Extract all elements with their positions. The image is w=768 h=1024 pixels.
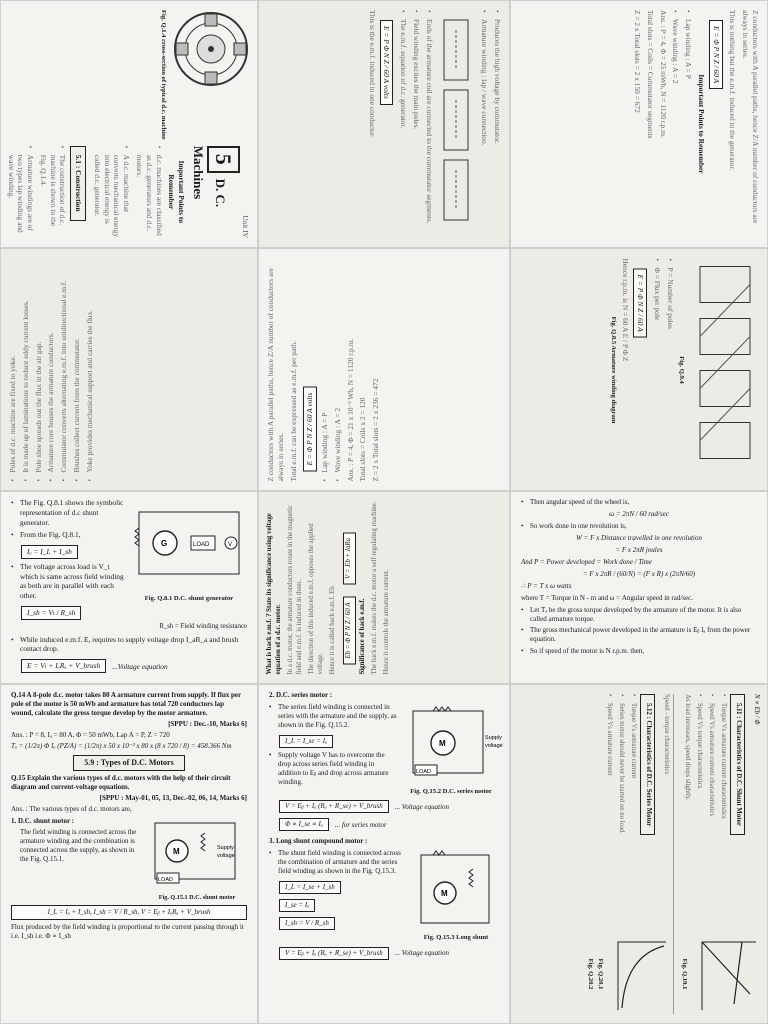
text-line: Z conductors with A parallel paths, hence Z/A number of conductors are always in series. [741,10,760,224]
voltage-equation: E = Vₜ + IₐRₐ + V_brush [21,659,106,673]
winding-diagram [436,10,476,230]
text-line: • The e.m.f. equation of d.c. generator. [398,10,408,238]
text-line: • Lap winding : A = P [320,258,330,481]
chapter-number: 5 [207,146,240,173]
text-line: Hence r.p.m. is N = 60 A E / P Φ Z [621,258,631,361]
svg-text:LOAD: LOAD [158,876,173,883]
motor-voltage-equation: V = Eb + IaRa [343,532,356,585]
page-construction-points [0,248,258,491]
emf-equation: E = P Φ N Z / 60 A [633,268,647,337]
svg-text:LOAD: LOAD [193,542,210,548]
text-line: Speed - torque characteristics [663,694,671,775]
text-line: Total slots = Coils = Commutator segments [645,10,655,139]
text-line: • Φ = Flux per pole [652,258,662,481]
fig-caption: Fig. Q.19.1 [681,958,689,990]
text-line: Ans. : P = 4, Φ = 25 mWb, N = 1120 r.p.m. [658,10,668,138]
page-emf-equation [258,0,510,248]
equation-line: = F x 2πR / (60/N) = (F x R) x (2πN/60) [582,569,696,578]
significance-heading: Significance of back e.m.f. [358,598,366,674]
text-line: • Series motor should never be started on no load. [616,694,625,928]
text-line: As load increases, speed drops slightly. [684,694,692,801]
text-line: • Ends of the armature coil are connected to the commutator segments. [424,10,434,238]
svg-text:G: G [161,539,168,548]
bullet-text: • The series field winding is connected in series with the armature and the supply, as shown in the Fig. Q.15.2. [269,703,397,730]
svg-text:voltage: voltage [217,852,235,859]
question-15: Q.15 Explain the various types of d.c. motors with the help of their circuit diagram and current-voltage equations. [11,773,231,791]
bullet-text: • The shunt field winding is connected across the combination of armature and the series field winding as shown in the Fig. Q.15.3. [269,849,407,876]
important-points-heading: Important Points to Remember [167,160,187,224]
text-line: Total slots = Coils x 2 = 120 [358,397,368,481]
text-line: • Speed Vs armature current [604,694,613,928]
fig-caption: Fig. Q.9.4 [678,355,686,384]
bullet-text: • The Fig. Q.8.1 shows the symbolic representation of d.c shunt generator. [11,498,125,527]
shunt-characteristics-figure [677,934,760,1014]
intro-line: • A d.c. machine that converts mechanical energy into electrical energy is called d.c. generator. [92,146,131,238]
svg-text:Supply: Supply [217,844,234,851]
text-line: • Speed Vs armature current characteristics [706,694,715,928]
long-shunt-circuit-icon [413,849,499,929]
text-line: • The gross mechanical power developed in the armature is Eᵦ Iₐ from the power equation. [521,626,757,644]
text-line: • Armature winding : lap / wave connection. [479,10,489,238]
characteristic-curve-icon [694,934,760,1014]
text-line: Hence it controls the armature current. [382,569,390,674]
emf-equation: E = P Φ N Z / 60 A volts [380,20,394,105]
back-emf-equation: Eb = Φ P N Z / 60 A [343,596,356,664]
text-line: • It is made up of laminations to reduce eddy current losses. [21,258,31,481]
long-shunt-voltage-equation: V = Eᵦ + Iₐ (Rₐ + R_se) + V_brush [279,947,389,960]
fig-caption: Fig. Q.8.5 Armature winding diagram [610,316,618,423]
text-line: • Armature core houses the armature conductors. [46,258,56,481]
important-points-heading: Important Points to Remember [696,74,706,174]
text-line: The direction of this induced e.m.f. opposes the applied voltage. [307,522,324,674]
text-line: This is nothing but the e.m.f. induced in the generator. [728,10,738,171]
shunt-motor-figure [147,817,247,902]
text-line: N ∝ Eb / Φ [753,694,760,725]
intro-line: • The construction of d.c. machine is shown in the Fig. Q.1.4. [38,146,67,238]
svg-text:V: V [228,542,233,548]
chapter-title: D. C. Machines [191,145,229,208]
text-line: This is the e.m.f. induced in one conductor. [367,10,377,138]
unit-label: Unit IV [241,215,250,238]
svg-text:M: M [441,889,448,899]
fig-caption-cross-section: Fig. Q.1.4 cross-section of typical d.c. machine [160,10,168,140]
page-characteristics [510,684,768,1024]
shunt-current-equation: I_sh = Vₜ / R_sh [21,606,81,620]
series-motor-figure [403,703,503,798]
winding-schematic [690,258,760,478]
flux-relation: Φ ∝ I_se ∝ Iₐ [279,818,329,831]
question-text: What is back e.m.f. ? State its significance using voltage equation of a d.c. motor. [266,512,282,674]
answer-15: Ans. : The various types of d.c. motors are, [11,804,132,813]
text-line: • Poles of d.c. machine are fixed to yoke. [8,258,18,481]
text-line: • Then angular speed of the wheel is, [521,498,757,507]
text-line: Z = 2 x Total slots = 2 x 236 = 472 [371,378,381,481]
page-back-emf [258,491,510,684]
answer-14: Ans. : P = 8, Iₐ = 80 A, Φ = 50 mWb, Lap A = P, Z = 720 [11,730,170,739]
text-line: • Let Tₐ be the gross torque developed by the armature of the motor. It is also called armature torque. [521,606,757,624]
section-types-dc-motors: 5.9 : Types of D.C. Motors [73,755,184,771]
section-heading: 5.12 : Characteristics of D.C. Series Motor [640,694,655,835]
svg-text:voltage: voltage [485,742,503,749]
long-shunt-figure [413,849,499,944]
long-shunt-eq: I_se = Iₐ [279,899,315,912]
page-chapter-intro [0,0,258,248]
text-line: • Lap winding : A = P [683,10,693,238]
text-line: Total e.m.f. can be expressed as e.m.f. per path. [288,340,298,481]
question-14: Q.14 A 8-pole d.c. motor takes 80 A armature current from supply. If flux per pole of the motor is 50 mWb and armature has total 720 conductors lap wound, calculate the gross torque develop by the motor armature. [11,691,241,717]
section-heading-construction: 5.1 : Construction [70,146,86,221]
characteristic-curve-icon [610,934,670,1014]
text-line: • So if speed of the motor is N r.p.m. then, [521,647,757,656]
text-line: • Wave winding : A = 2 [333,258,343,481]
page-emf-example [510,0,768,248]
answer-14-calc: Tₐ = (1/2π) Φ Iₐ (PZ/A) = (1/2π) x 50 x 10⁻³ x 80 x (8 x 720 / 8) = 458.366 Nm [11,741,232,750]
series-motor-title: 2. D.C. series motor : [269,691,333,699]
text-line: where T = Torque in N - m and ω = Angular speed in rad/sec. [521,593,693,602]
page-winding-diagram [510,248,768,491]
shunt-motor-circuit-icon [147,817,247,891]
equation-line: And P = Power developed = Work done / Time [521,557,652,566]
intro-line: • d.c. machines are classified as d.c. generators and d.c. motors. [134,146,163,238]
fig-caption-shunt-motor: Fig. Q.15.1 D.C. shunt motor [158,893,236,901]
fig-caption-shunt-generator: Fig. Q.8.1 D.C. shunt generator [144,594,234,602]
text-line: Hence it is called back e.m.f. Eb. [328,584,336,674]
text-line: • Torque Vs armature current [628,694,637,928]
fig-caption-series-motor: Fig. Q.15.2 D.C. series motor [410,787,492,795]
series-voltage-equation: V = Eᵦ + Iₐ (Rₐ + R_se) + V_brush [279,800,389,813]
bullet-text: • Supply voltage V has to overcome the drop across series field winding in addition to Eᵦ and drop across armature winding. [269,751,397,787]
text-line: • Wave winding : A = 2 [671,10,681,238]
intro-line: • Armature windings are of two types lap winding and wave winding. [6,146,35,238]
flux-relation-label: ... for series motor [334,820,387,829]
machine-cross-section-icon [172,10,250,88]
svg-text:M: M [173,846,180,856]
page-dc-series-motor [258,684,510,1024]
voltage-equation-label: ... Voltage equation [394,949,450,958]
text-line: • Produces the high voltage by commutator. [492,10,502,238]
text-line: Z conductors with A parallel paths, hence Z/A number of conductors are always in series. [266,267,285,481]
equation-line: = F x 2πR joules [615,545,663,554]
rsh-note: R_sh = Field winding resistance [159,622,247,630]
voltage-equation-label: ...Voltage equation [112,661,168,671]
long-shunt-title: 3. Long shunt compound motor : [269,837,368,846]
emf-equation: E = Φ P N Z / 60 A [709,20,723,89]
text-line: • Field winding excites the main poles. [411,10,421,238]
text-line: • Torque Vs armature current characteristics [718,694,727,928]
svg-text:M: M [439,738,446,748]
question-14-ref: [SPPU : Dec.-10, Marks 6] [168,719,247,728]
page-motor-torque-and-types [0,684,258,1024]
text-line: The back e.m.f. makes the d.c. motor a self regulating machine. [370,501,378,674]
fig-caption-long-shunt: Fig. Q.15.3 Long shunt [423,934,489,942]
section-heading: 5.11 : Characteristics of D.C. Shunt Motor [730,694,745,835]
question-15-ref: [SPPU : May-01, 05, 13, Dec.-02, 06, 14, Marks 6] [99,793,247,802]
long-shunt-eq: I_L = I_se + I_sh [279,881,341,894]
fig-caption: Fig. Q.20.2 [586,958,594,990]
shunt-motor-title: 1. D.C. shunt motor : [11,816,75,825]
voltage-equation-label: ... Voltage equation [394,802,450,811]
page-emf-derivation [258,248,510,491]
text-line: • Pole shoe spreads out the flux in the air gap. [34,258,44,481]
text-line: • So work done in one revolution is, [521,522,757,531]
equation-line: W = F x Distance travelled in one revolution [576,533,702,542]
page-torque-equation [510,491,768,684]
shunt-generator-figure [131,498,247,605]
equation-line: ∴ P = T x ω watts [521,581,572,590]
text-line: Z = 2 x Total slots = 2 x 150 = 672 [633,10,643,113]
dc-machine-cross-section [157,10,250,140]
series-current-equation: I_L = I_se = Iₐ [279,735,333,748]
page-shunt-generator [0,491,258,684]
shunt-generator-circuit-icon [131,498,247,590]
series-motor-circuit-icon [403,703,503,783]
shunt-motor-equations: I_L = Iₐ + I_sh, I_sh = V / R_sh, V = Eᵦ + IₐRₐ + V_brush [11,905,247,920]
bullet-text: • From the Fig. Q.8.1, [11,530,125,540]
bullet-text: • The voltage across load is V_t which is same across field winding as both are in parallel with each other. [11,562,125,601]
current-equation: Iₐ = I_L + I_sh [21,545,78,559]
text-line: • Yoke provides mechanical support and carries the flux. [85,258,95,481]
series-characteristics-figure [583,934,670,1014]
text-line: • P = Number of poles [665,258,675,481]
bullet-text: • While induced e.m.f. E, requires to supply voltage drop I_aR_a and brush contact drop. [11,635,247,655]
text-line: • Commutator converts alternating e.m.f. into unidirectional e.m.f. [59,258,69,481]
fig-caption: Fig. Q.20.1 [597,958,605,990]
equation-line: ω = 2πN / 60 rad/sec [609,509,669,518]
text-line: • Brushes collect current from the commutator. [72,258,82,481]
emf-equation: E = Φ P N Z / 60 A volts [303,386,317,471]
text-line: • Speed Vs torque characteristics [694,694,703,928]
svg-text:Supply: Supply [485,734,502,741]
bullet-text: The field winding is connected across the armature winding and the combination is connected across the supply, as shown in the Fig. Q.15.1. [20,827,137,863]
long-shunt-eq: I_sh = V / R_sh [279,917,335,930]
flux-text: Flux produced by the field winding is proportional to the current passing through it i.e. I_sh i.e. Φ ∝ I_sh [11,922,244,940]
text-line: In a d.c. motor, the armature conductors rotate in the magnetic field and e.m.f. is induced in them. [286,504,303,674]
text-line: Ans. : P = 4, Φ = 21 x 10⁻³ Wb, N = 1120 r.p.m. [345,338,355,481]
svg-text:LOAD: LOAD [416,768,431,775]
